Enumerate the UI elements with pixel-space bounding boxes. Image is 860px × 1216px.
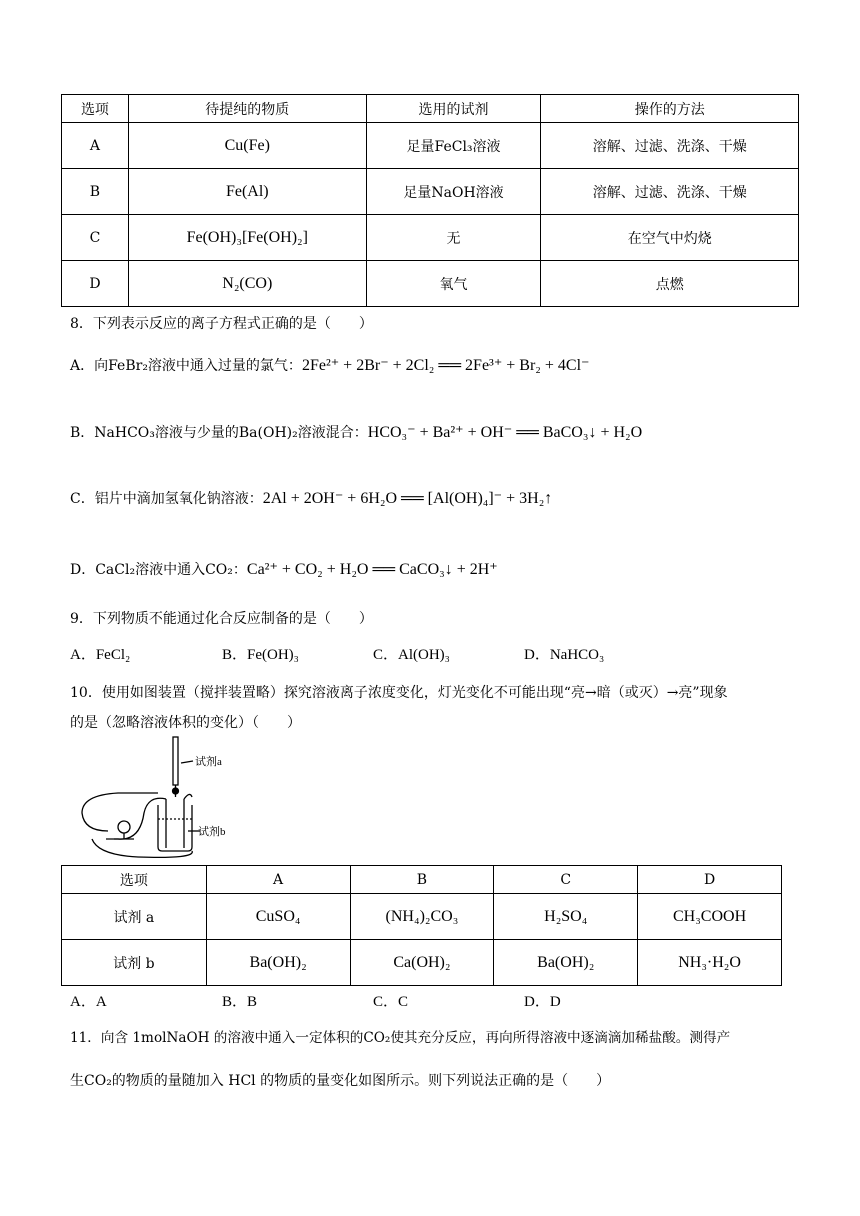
table-cell: NH₃·H₂O <box>638 940 782 986</box>
header-d: D <box>638 866 782 894</box>
row-method: 溶解、过滤、洗涤、干燥 <box>541 169 799 215</box>
q10-option-d: D．D <box>524 994 561 1010</box>
q8-a-text: A．向FeBr₂溶液中通入过量的氯气： <box>70 358 302 374</box>
table-cell: Ba(OH)₂ <box>494 940 638 986</box>
row-reagent: 足量NaOH溶液 <box>366 169 541 215</box>
row-substance: Fe(OH)₃[Fe(OH)₂] <box>128 215 366 261</box>
question-9-stem: 9．下列物质不能通过化合反应制备的是（ ） <box>70 611 373 627</box>
row-label: 试剂 a <box>62 894 207 940</box>
row-substance: Cu(Fe) <box>128 123 366 169</box>
q8-a-equation: 2Fe²⁺ + 2Br⁻ + 2Cl₂ ══ 2Fe³⁺ + Br₂ + 4Cl⁻ <box>301 357 590 374</box>
q9-option-b: B．Fe(OH)₃ <box>222 647 299 663</box>
table-row <box>62 894 782 940</box>
question-10-stem-line1: 10．使用如图装置（搅拌装置略）探究溶液离子浓度变化，灯光变化不可能出现“亮→暗（或灭）→亮”现象 <box>70 685 728 701</box>
header-option: 选项 <box>62 95 129 123</box>
table-row <box>62 123 799 169</box>
table-cell: CH₃COOH <box>638 894 782 940</box>
table-cell: Ca(OH)₂ <box>350 940 494 986</box>
conductivity-apparatus-diagram <box>78 735 258 860</box>
table-cell: H₂SO₄ <box>494 894 638 940</box>
row-label: 试剂 b <box>62 940 207 986</box>
table-cell: CuSO₄ <box>206 894 350 940</box>
q10-option-b: B．B <box>222 994 258 1010</box>
label-reagent-a: 试剂a <box>195 756 222 768</box>
question-10-stem-line2: 的是（忽略溶液体积的变化）（ ） <box>70 715 301 731</box>
row-method: 点燃 <box>541 261 799 307</box>
table-row <box>62 169 799 215</box>
header-method: 操作的方法 <box>541 95 799 123</box>
row-option: D <box>62 261 129 307</box>
q8-c-text: C．铝片中滴加氢氧化钠溶液： <box>70 491 263 507</box>
row-method: 溶解、过滤、洗涤、干燥 <box>541 123 799 169</box>
question-8-stem: 8．下列表示反应的离子方程式正确的是（ ） <box>70 316 373 332</box>
row-option: A <box>62 123 129 169</box>
q8-b-equation: HCO₃⁻ + Ba²⁺ + OH⁻ ══ BaCO₃↓ + H₂O <box>367 424 643 441</box>
q10-option-c: C．C <box>373 994 409 1010</box>
row-reagent: 足量FeCl₃溶液 <box>366 123 541 169</box>
q8-option-d <box>70 559 498 579</box>
q9-option-c: C．Al(OH)₃ <box>373 647 450 663</box>
row-option: C <box>62 215 129 261</box>
q8-c-equation: 2Al + 2OH⁻ + 6H₂O ══ [Al(OH)₄]⁻ + 3H₂↑ <box>262 490 553 507</box>
row-substance: Fe(Al) <box>128 169 366 215</box>
q9-option-d: D．NaHCO₃ <box>524 647 605 663</box>
table-row <box>62 261 799 307</box>
header-b: B <box>350 866 494 894</box>
table-row <box>62 940 782 986</box>
purification-table <box>61 94 799 307</box>
label-reagent-b: 试剂b <box>198 826 226 838</box>
header-reagent: 选用的试剂 <box>366 95 541 123</box>
q8-d-equation: Ca²⁺ + CO₂ + H₂O ══ CaCO₃↓ + 2H⁺ <box>246 561 498 578</box>
row-reagent: 无 <box>366 215 541 261</box>
table-cell: Ba(OH)₂ <box>206 940 350 986</box>
header-substance: 待提纯的物质 <box>128 95 366 123</box>
row-method: 在空气中灼烧 <box>541 215 799 261</box>
q8-d-text: D．CaCl₂溶液中通入CO₂： <box>70 562 247 578</box>
row-option: B <box>62 169 129 215</box>
table-row <box>62 215 799 261</box>
question-11-stem-line1: 11．向含 1molNaOH 的溶液中通入一定体积的CO₂使其充分反应，再向所得溶液中逐滴滴加稀盐酸。测得产 <box>70 1030 731 1046</box>
q8-option-a <box>70 355 589 375</box>
reagent-table <box>61 865 782 986</box>
q8-option-b <box>70 422 642 442</box>
q8-option-c <box>70 488 552 508</box>
q10-option-a: A．A <box>70 994 107 1010</box>
row-substance: N₂(CO) <box>128 261 366 307</box>
question-11-stem-line2: 生CO₂的物质的量随加入 HCl 的物质的量变化如图所示。则下列说法正确的是（ ） <box>70 1073 611 1089</box>
q8-b-text: B．NaHCO₃溶液与少量的Ba(OH)₂溶液混合： <box>70 425 368 441</box>
header-a: A <box>206 866 350 894</box>
header-c: C <box>494 866 638 894</box>
table-cell: (NH₄)₂CO₃ <box>350 894 494 940</box>
row-reagent: 氧气 <box>366 261 541 307</box>
header-option: 选项 <box>62 866 207 894</box>
q9-option-a: A．FeCl₂ <box>70 647 131 663</box>
